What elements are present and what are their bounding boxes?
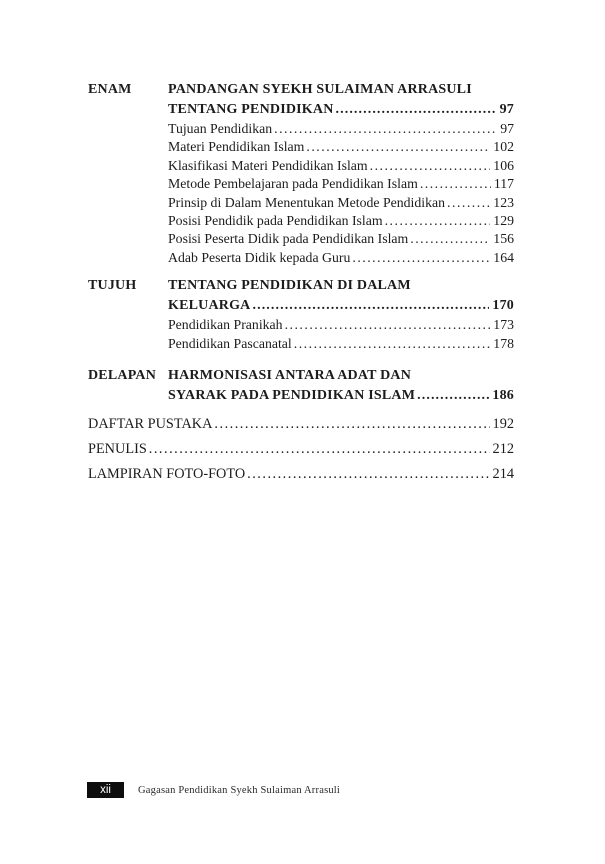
- chapter-title-line: [168, 276, 514, 296]
- chapter-title-line: [168, 366, 514, 386]
- page-number-ref: 214: [492, 466, 514, 483]
- page-footer: [87, 782, 340, 798]
- dot-leader: [418, 175, 491, 193]
- page-number-ref: 129: [493, 213, 514, 229]
- toc-entry-text: Posisi Peserta Didik pada Pendidikan Islam: [168, 231, 409, 247]
- toc-entry: [88, 414, 514, 434]
- dot-leader: [147, 439, 490, 459]
- chapter-title-line: [168, 80, 514, 100]
- toc-entry-text: Posisi Pendidik pada Pendidikan Islam: [168, 213, 383, 229]
- toc-entry: [168, 175, 514, 193]
- toc-entry: [168, 157, 514, 175]
- toc-section-body: [168, 276, 514, 353]
- toc-entry-text: LAMPIRAN FOTO-FOTO: [88, 466, 246, 483]
- dot-leader: [408, 230, 490, 248]
- page-number-ref: 173: [493, 317, 514, 333]
- chapter-title-text: SYARAK PADA PENDIDIKAN ISLAM: [168, 388, 416, 404]
- page-number: xii: [100, 784, 111, 796]
- toc-entry: [168, 120, 514, 138]
- toc-section-body: [168, 80, 514, 267]
- dot-leader: [292, 335, 491, 353]
- chapter-title-line: [168, 100, 514, 120]
- toc-entry: [168, 194, 514, 212]
- chapter-title-text: KELUARGA: [168, 298, 251, 314]
- dot-leader: [283, 316, 491, 334]
- dot-leader: [350, 249, 490, 267]
- toc-entry-text: Metode Pembelajaran pada Pendidikan Islam: [168, 176, 418, 192]
- toc-section-enam: [88, 80, 514, 267]
- dot-leader: [212, 414, 489, 434]
- chapter-number-label: TUJUH: [88, 278, 137, 294]
- toc-entry-text: Prinsip di Dalam Menentukan Metode Pendidikan: [168, 194, 446, 210]
- dot-leader: [272, 120, 497, 138]
- dot-leader: [415, 386, 489, 406]
- dot-leader: [445, 194, 490, 212]
- toc-section-delapan: [88, 366, 514, 406]
- toc-section-body: [168, 366, 514, 406]
- toc-section-tujuh: [88, 276, 514, 353]
- toc-entry-text: PENULIS: [88, 441, 147, 458]
- page-number-ref: 178: [493, 335, 514, 351]
- toc-backmatter: [88, 414, 514, 484]
- toc-entry: [168, 212, 514, 230]
- toc-entry: [168, 249, 514, 267]
- dot-leader: [304, 138, 490, 156]
- page-number-ref: 212: [492, 441, 514, 458]
- chapter-title-text: HARMONISASI ANTARA ADAT DAN: [168, 368, 412, 384]
- toc-entry-text: Klasifikasi Materi Pendidikan Islam: [168, 157, 368, 173]
- page-number-ref: 156: [493, 231, 514, 247]
- page-number-ref: 117: [493, 176, 514, 192]
- dot-leader: [245, 464, 489, 484]
- dot-leader: [251, 296, 490, 316]
- chapter-title-line: [168, 296, 514, 316]
- page-number-ref: 123: [493, 194, 514, 210]
- toc-entry-text: DAFTAR PUSTAKA: [88, 416, 213, 433]
- chapter-title-text: PANDANGAN SYEKH SULAIMAN ARRASULI: [168, 82, 472, 97]
- page-number-ref: 186: [492, 388, 514, 404]
- table-of-contents: [88, 80, 514, 484]
- page-number-ref: 102: [493, 139, 514, 155]
- page-number-ref: 192: [492, 416, 514, 433]
- chapter-title-text: TENTANG PENDIDIKAN DI DALAM: [168, 278, 411, 294]
- dot-leader: [383, 212, 491, 230]
- toc-entry-text: Pendidikan Pascanatal: [168, 335, 292, 351]
- page-number-ref: 106: [493, 157, 514, 173]
- toc-entry: [168, 230, 514, 248]
- page-number-ref: 97: [499, 102, 514, 117]
- toc-entry: [88, 439, 514, 459]
- dot-leader: [334, 100, 497, 120]
- chapter-number-label: DELAPAN: [88, 368, 157, 384]
- toc-entry-text: Adab Peserta Didik kepada Guru: [168, 249, 351, 265]
- toc-entry-text: Pendidikan Pranikah: [168, 317, 283, 333]
- page-number-ref: 97: [500, 121, 514, 136]
- chapter-number-label: ENAM: [88, 82, 132, 97]
- toc-entry-text: Tujuan Pendidikan: [168, 121, 273, 136]
- page-number-ref: 170: [492, 298, 514, 314]
- toc-entry-text: Materi Pendidikan Islam: [168, 139, 305, 155]
- dot-leader: [368, 157, 491, 175]
- toc-entry: [88, 464, 514, 484]
- toc-entry: [168, 316, 514, 334]
- footer-book-title: Gagasan Pendidikan Syekh Sulaiman Arrasuli: [138, 784, 341, 796]
- toc-entry: [168, 138, 514, 156]
- toc-entry: [168, 335, 514, 353]
- chapter-title-text: TENTANG PENDIDIKAN: [168, 102, 334, 117]
- page-number-ref: 164: [493, 249, 514, 265]
- chapter-title-line: [168, 386, 514, 406]
- page-number-box: [87, 782, 124, 798]
